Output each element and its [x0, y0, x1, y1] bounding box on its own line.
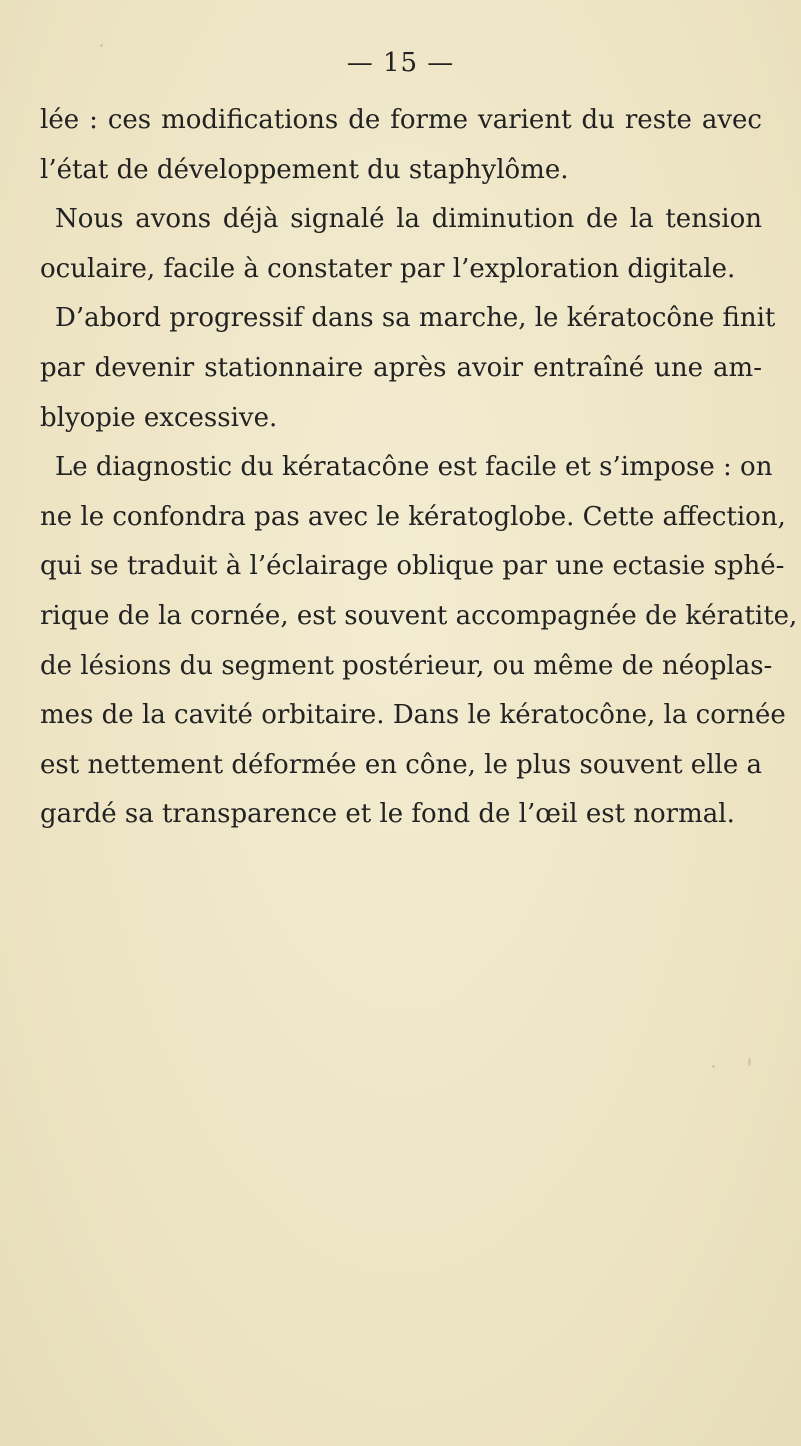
- text-line: lée : ces modifications de forme varient du reste avec: [40, 105, 762, 135]
- text-line: l’état de développement du staphylôme.: [40, 154, 569, 185]
- paper-speck: [712, 1065, 715, 1068]
- text-line: Le diagnostic du kératacône est facile et s’impose : on: [55, 452, 773, 483]
- text-line: rique de la cornée, est souvent accompagnée de kératite,: [40, 600, 798, 631]
- page-number: — 15 —: [346, 48, 455, 78]
- paper-speck: [748, 1058, 751, 1066]
- text-line: de lésions du segment postérieur, ou même de néoplas-: [40, 650, 773, 681]
- text-line: ne le confondra pas avec le kératoglobe. Cette affection,: [40, 501, 786, 532]
- text-line: est nettement déformée en cône, le plus souvent elle a: [40, 749, 762, 780]
- text-line: gardé sa transparence et le fond de l’œil est normal.: [40, 799, 735, 830]
- text-line: mes de la cavité orbitaire. Dans le kératocône, la cornée: [40, 700, 786, 731]
- text-line: D’abord progressif dans sa marche, le kératocône finit: [55, 303, 776, 334]
- text-line: qui se traduit à l’éclairage oblique par une ectasie sphé-: [40, 551, 785, 582]
- text-line: par devenir stationnaire après avoir entraîné une am-: [40, 352, 762, 383]
- body-text: [40, 96, 798, 840]
- text-line: oculaire, facile à constater par l’exploration digitale.: [40, 253, 736, 284]
- text-line: blyopie excessive.: [40, 402, 278, 433]
- paper-speck: [100, 44, 103, 47]
- text-line: Nous avons déjà signalé la diminution de la tension: [55, 204, 762, 235]
